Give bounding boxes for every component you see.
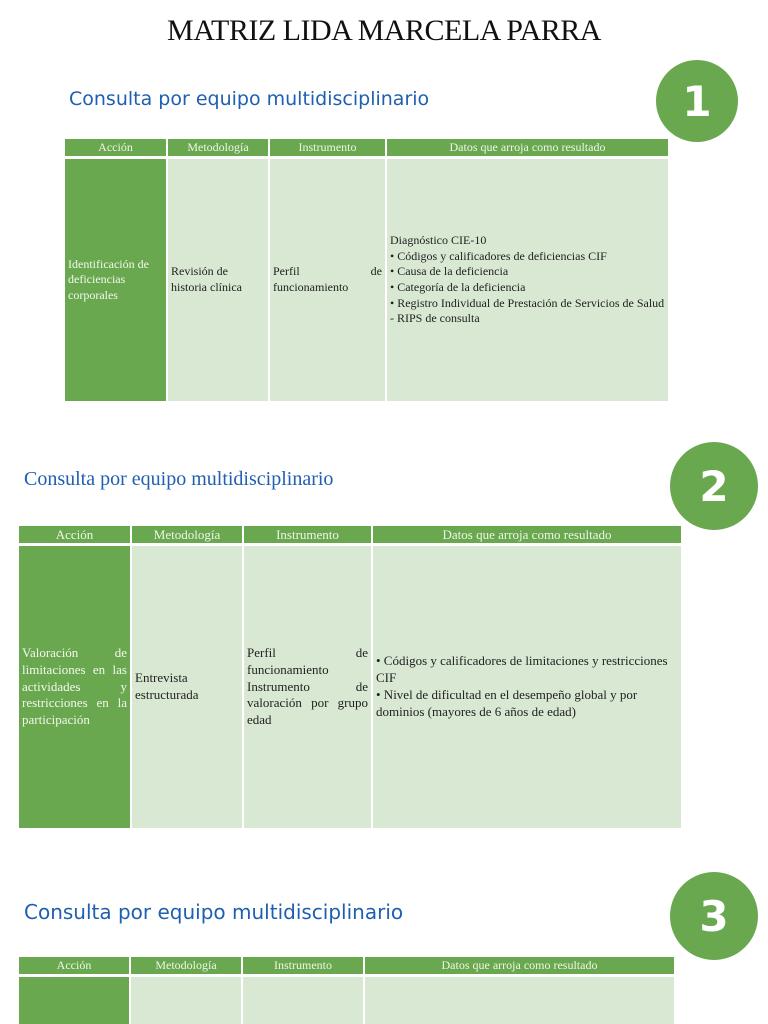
datos-line: • Registro Individual de Prestación de Servicios de Salud - RIPS de consulta	[390, 295, 665, 326]
section-1-number-badge: 1	[656, 60, 738, 142]
cell-datos	[386, 158, 668, 402]
datos-line: • Códigos y calificadores de limitaciones y restricciones CIF	[376, 653, 668, 686]
table-row	[19, 545, 681, 829]
table-row	[65, 158, 668, 402]
table-row	[19, 976, 674, 1024]
cell-datos	[364, 976, 674, 1024]
cell-datos	[372, 545, 681, 829]
header-accion: Acción	[65, 139, 167, 158]
header-accion: Acción	[19, 957, 130, 976]
cell-metodologia	[130, 976, 242, 1024]
datos-line: Diagnóstico CIE-10	[390, 233, 487, 248]
section-3-table	[19, 957, 674, 1024]
page-title: MATRIZ LIDA MARCELA PARRA	[167, 14, 601, 47]
section-2-title: Consulta por equipo multidisciplinario	[24, 468, 334, 490]
section-3-number-badge: 3	[670, 872, 758, 960]
header-datos: Datos que arroja como resultado	[386, 139, 668, 158]
table-header-row	[19, 526, 681, 545]
table-header-row	[65, 139, 668, 158]
section-1-title: Consulta por equipo multidisciplinario	[69, 88, 430, 110]
header-metodologia: Metodología	[131, 526, 243, 545]
datos-line: • Categoría de la deficiencia	[390, 280, 526, 294]
cell-metodologia: Entrevista estructurada	[131, 545, 243, 829]
header-datos: Datos que arroja como resultado	[364, 957, 674, 976]
section-2-table	[19, 526, 681, 828]
cell-instrumento: Perfil de funcionamiento	[269, 158, 386, 402]
header-instrumento: Instrumento	[269, 139, 386, 158]
cell-metodologia: Revisión de historia clínica	[167, 158, 269, 402]
header-datos: Datos que arroja como resultado	[372, 526, 681, 545]
section-3-title: Consulta por equipo multidisciplinario	[24, 900, 404, 924]
table-header-row	[19, 957, 674, 976]
datos-line: • Nivel de dificultad en el desempeño global y por dominios (mayores de 6 años de edad)	[376, 687, 638, 719]
cell-accion: Valoración de limitaciones en las actividades y restricciones en la participación	[19, 545, 131, 829]
header-metodologia: Metodología	[130, 957, 242, 976]
header-instrumento: Instrumento	[243, 526, 372, 545]
section-2-number-badge: 2	[670, 442, 758, 530]
header-instrumento: Instrumento	[242, 957, 364, 976]
cell-instrumento	[242, 976, 364, 1024]
datos-line: • Códigos y calificadores de deficiencias CIF	[390, 248, 607, 263]
header-metodologia: Metodología	[167, 139, 269, 158]
header-accion: Acción	[19, 526, 131, 545]
cell-accion	[19, 976, 130, 1024]
cell-accion: Identificación de deficiencias corporales	[65, 158, 167, 402]
datos-line: • Causa de la deficiencia	[390, 264, 509, 279]
section-1-table	[65, 139, 668, 401]
cell-instrumento	[243, 545, 372, 829]
instrumento-line: Instrumento de valoración por grupo edad	[247, 678, 368, 728]
instrumento-line: Perfil de funcionamiento	[247, 644, 368, 677]
